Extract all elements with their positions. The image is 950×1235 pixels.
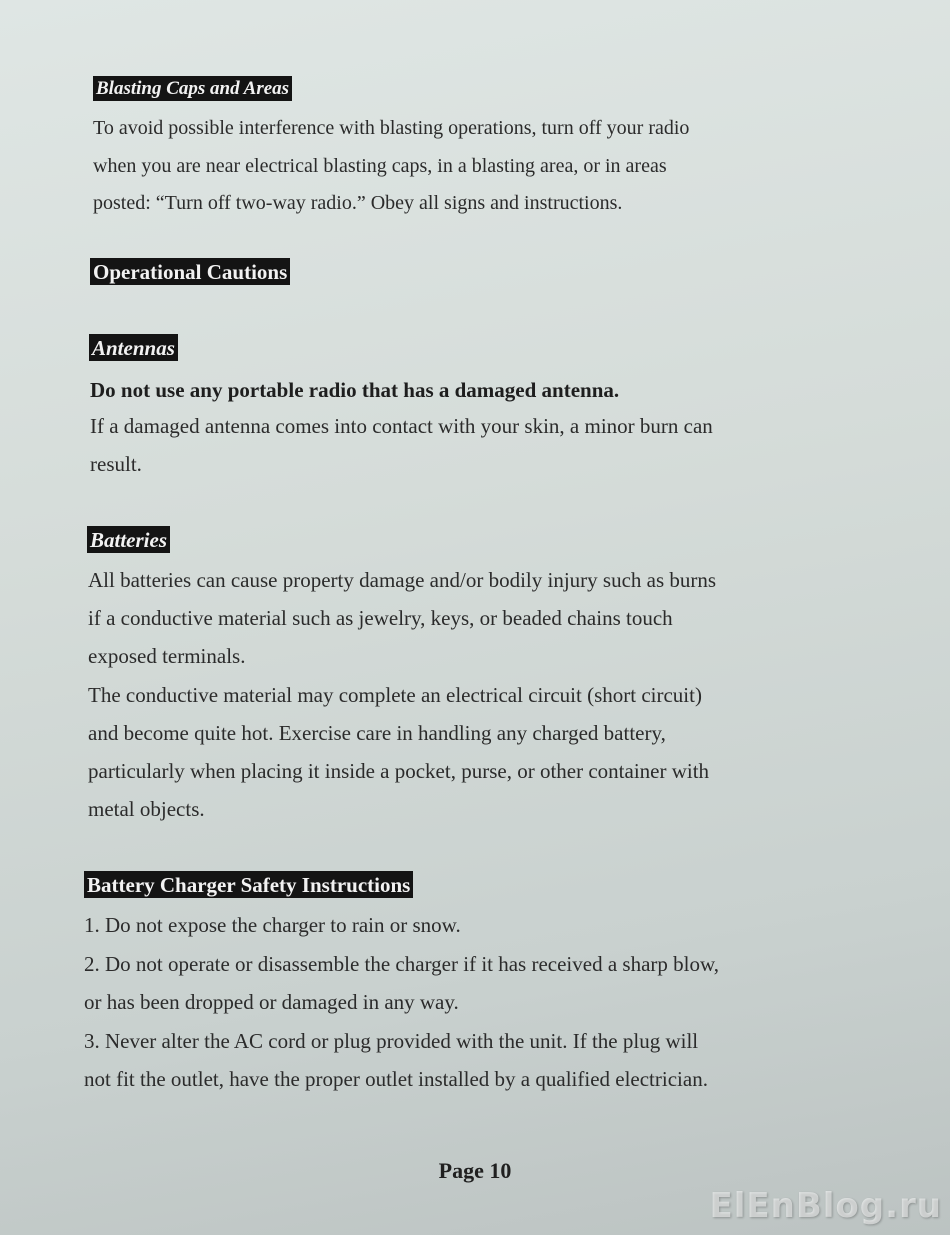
antenna-warning: Do not use any portable radio that has a damaged antenna.	[90, 378, 620, 402]
text-line: exposed terminals.	[88, 644, 246, 669]
text-line: or has been dropped or damaged in any way.	[84, 990, 459, 1014]
text-line: If a damaged antenna comes into contact with your skin, a minor burn can	[90, 414, 713, 438]
text-line: particularly when placing it inside a pocket, purse, or other container with	[88, 759, 710, 784]
paragraph-antennas	[90, 408, 713, 483]
text-line: when you are near electrical blasting caps, in a blasting area, or in areas	[93, 154, 667, 177]
heading-battery-charger-safety: Battery Charger Safety Instructions	[84, 871, 413, 898]
heading-operational-cautions: Operational Cautions	[90, 258, 290, 285]
text-line: All batteries can cause property damage and/or bodily injury such as burns	[88, 568, 717, 592]
text-line: posted: “Turn off two-way radio.” Obey all signs and instructions.	[93, 192, 623, 214]
text-line: if a conductive material such as jewelry, keys, or beaded chains touch	[88, 606, 673, 631]
paragraph-blasting-caps	[93, 110, 689, 223]
text-line: The conductive material may complete an electrical circuit (short circuit)	[88, 682, 702, 707]
text-line: To avoid possible interference with blasting operations, turn off your radio	[93, 117, 690, 139]
text-line: result.	[90, 451, 142, 476]
heading-antennas: Antennas	[89, 334, 178, 361]
text-line: 3. Never alter the AC cord or plug provided with the unit. If the plug will	[84, 1028, 699, 1053]
paragraph-battery-charger	[84, 906, 719, 1099]
text-line: 1. Do not expose the charger to rain or snow.	[84, 913, 461, 937]
text-line: metal objects.	[88, 797, 205, 822]
text-line: and become quite hot. Exercise care in handling any charged battery,	[88, 720, 666, 745]
heading-batteries: Batteries	[87, 526, 170, 553]
page-number: Page 10	[438, 1158, 512, 1183]
heading-blasting-caps: Blasting Caps and Areas	[93, 76, 292, 101]
paragraph-batteries	[88, 561, 716, 828]
text-line: not fit the outlet, have the proper outlet installed by a qualified electrician.	[84, 1067, 708, 1091]
text-line: 2. Do not operate or disassemble the charger if it has received a sharp blow,	[84, 951, 720, 976]
watermark: ElEnBlog.ru	[709, 1186, 942, 1226]
